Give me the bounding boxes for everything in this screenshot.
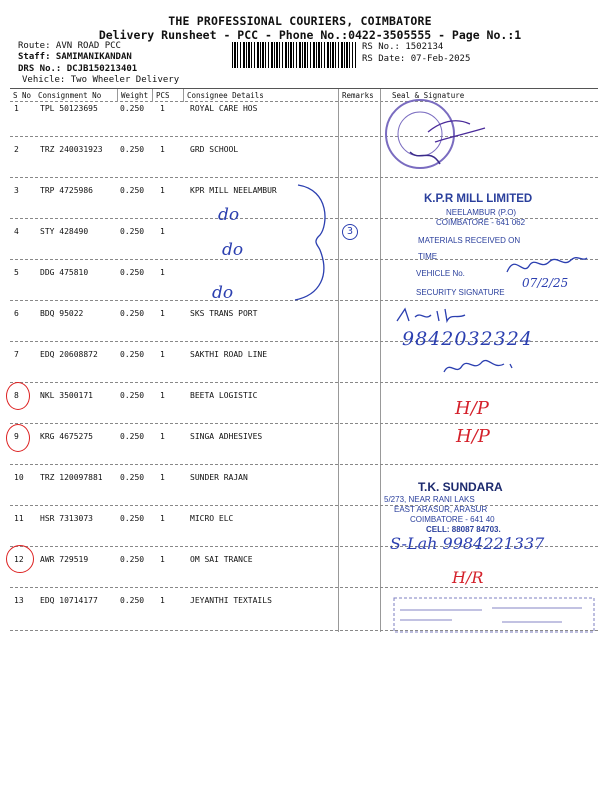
vehicle-label: Vehicle: Two Wheeler Delivery (22, 75, 180, 85)
row-5-wt: 0.250 (120, 268, 145, 277)
kpr-stamp-vehicle: VEHICLE No. (416, 269, 465, 278)
row-10-sno: 10 (14, 473, 24, 482)
col-header-pcs: PCS (156, 91, 170, 100)
row-10-pcs: 1 (160, 473, 165, 482)
handwritten-hr-row-12: H/R (452, 568, 484, 587)
kpr-stamp-security: SECURITY SIGNATURE (416, 288, 505, 297)
handwritten-phone-row-6: 9842032324 (402, 328, 533, 350)
col-divider (152, 89, 153, 102)
row-2-wt: 0.250 (120, 145, 145, 154)
header-divider (10, 101, 598, 102)
remark-circle: 3 (342, 224, 358, 240)
row-3-cn: TRP 4725986 (40, 186, 93, 195)
row-2-consignee: GRD SCHOOL (190, 145, 239, 154)
row-7-pcs: 1 (160, 350, 165, 359)
row-divider (10, 423, 598, 424)
row-12-consignee: OM SAI TRANCE (190, 555, 253, 564)
row-4-sno: 4 (14, 227, 19, 236)
round-seal-stamp (380, 92, 500, 182)
row-1-pcs: 1 (160, 104, 165, 113)
col-header-signature: Seal & Signature (392, 91, 465, 100)
row-2-sno: 2 (14, 145, 19, 154)
col-header-weight: Weight (121, 91, 149, 100)
row-4-cn: STY 428490 (40, 227, 89, 236)
handwritten-brace (290, 180, 340, 305)
col-header-sno: S No (13, 91, 32, 100)
col-divider (183, 89, 184, 102)
row-8-consignee: BEETA LOGISTIC (190, 391, 258, 400)
route-label: Route: AVN ROAD PCC (18, 41, 121, 51)
row-9-sno: 9 (14, 432, 19, 441)
row-10-wt: 0.250 (120, 473, 145, 482)
col-divider-remarks (338, 89, 339, 632)
tk-stamp-name: T.K. SUNDARA (418, 480, 503, 494)
row-divider (10, 177, 598, 178)
row-12-pcs: 1 (160, 555, 165, 564)
row-4-wt: 0.250 (120, 227, 145, 236)
row-10-cn: TRZ 120097881 (40, 473, 103, 482)
row-13-cn: EDQ 10714177 (40, 596, 98, 605)
row-3-consignee: KPR MILL NEELAMBUR (190, 186, 277, 195)
row-4-pcs: 1 (160, 227, 165, 236)
row-8-sno: 8 (14, 391, 19, 400)
kpr-handwritten-date: 07/2/25 (522, 276, 569, 290)
row-7-sno: 7 (14, 350, 19, 359)
tk-stamp-city: COIMBATORE - 641 40 (410, 515, 495, 524)
handwritten-hp-row-8: H/P (455, 398, 489, 419)
handwritten-ditto: do (212, 283, 234, 303)
row-13-pcs: 1 (160, 596, 165, 605)
rs-number: RS No.: 1502134 (362, 42, 444, 52)
kpr-stamp-time: TIME (418, 252, 438, 261)
col-header-consignee: Consignee Details (187, 91, 264, 100)
signature-row-7 (442, 352, 522, 380)
row-9-consignee: SINGA ADHESIVES (190, 432, 263, 441)
faint-stamp-row-13 (392, 594, 598, 636)
tk-stamp-addr1: 5/273, NEAR RANI LAKS (384, 495, 475, 504)
row-9-pcs: 1 (160, 432, 165, 441)
row-divider (10, 382, 598, 383)
row-3-pcs: 1 (160, 186, 165, 195)
row-3-wt: 0.250 (120, 186, 145, 195)
row-6-sno: 6 (14, 309, 19, 318)
row-8-cn: NKL 3500171 (40, 391, 93, 400)
row-13-sno: 13 (14, 596, 24, 605)
staff-label: Staff: SAMIMANIKANDAN (18, 52, 132, 62)
col-divider (117, 89, 118, 102)
kpr-stamp-place: NEELAMBUR (P.O) (446, 208, 517, 217)
table-top-border (10, 88, 598, 89)
row-6-cn: BDQ 95022 (40, 309, 84, 318)
tk-stamp-cell: CELL: 88087 84703. (426, 525, 501, 534)
row-5-sno: 5 (14, 268, 19, 277)
col-header-remarks: Remarks (342, 91, 374, 100)
tk-stamp-addr2: EAST ARASUR, ARASUR (394, 505, 488, 514)
drs-label: DRS No.: DCJB150213401 (18, 64, 138, 74)
kpr-stamp-materials: MATERIALS RECEIVED ON (418, 236, 521, 245)
row-11-cn: HSR 7313073 (40, 514, 93, 523)
col-header-consignment: Consignment No (38, 91, 102, 100)
row-10-consignee: SUNDER RAJAN (190, 473, 248, 482)
row-7-cn: EDQ 20608872 (40, 350, 98, 359)
rs-date: RS Date: 07-Feb-2025 (362, 54, 471, 64)
row-9-cn: KRG 4675275 (40, 432, 93, 441)
row-8-wt: 0.250 (120, 391, 145, 400)
row-divider (10, 587, 598, 588)
row-11-consignee: MICRO ELC (190, 514, 234, 523)
row-2-cn: TRZ 240031923 (40, 145, 103, 154)
red-circle-12 (6, 545, 34, 573)
kpr-stamp-city: COIMBATORE - 641 062 (436, 218, 526, 227)
row-6-wt: 0.250 (120, 309, 145, 318)
row-divider (10, 136, 598, 137)
signature-row-6 (395, 305, 475, 327)
handwritten-ditto: do (222, 240, 244, 260)
kpr-signature (505, 248, 590, 278)
row-1-consignee: ROYAL CARE HOS (190, 104, 258, 113)
row-8-pcs: 1 (160, 391, 165, 400)
barcode (232, 42, 356, 68)
row-7-consignee: SAKTHI ROAD LINE (190, 350, 268, 359)
row-11-wt: 0.250 (120, 514, 145, 523)
row-1-wt: 0.250 (120, 104, 145, 113)
handwritten-hp-row-9: H/P (456, 426, 490, 447)
row-13-wt: 0.250 (120, 596, 145, 605)
handwritten-ditto: do (218, 205, 240, 225)
company-title: THE PROFESSIONAL COURIERS, COIMBATORE (168, 14, 432, 28)
row-13-consignee: JEYANTHI TEXTAILS (190, 596, 272, 605)
handwritten-phone-row-11: S-Lah 9984221337 (390, 534, 545, 553)
row-5-cn: DDG 475810 (40, 268, 89, 277)
row-3-sno: 3 (14, 186, 19, 195)
kpr-stamp-name: K.P.R MILL LIMITED (424, 193, 533, 205)
red-circle-8 (6, 382, 30, 410)
red-circle-9 (6, 424, 30, 452)
row-divider (10, 464, 598, 465)
row-9-wt: 0.250 (120, 432, 145, 441)
row-divider (10, 505, 598, 506)
row-11-pcs: 1 (160, 514, 165, 523)
row-1-sno: 1 (14, 104, 19, 113)
row-6-consignee: SKS TRANS PORT (190, 309, 258, 318)
row-6-pcs: 1 (160, 309, 165, 318)
runsheet-subtitle: Delivery Runsheet - PCC - Phone No.:0422-3505555 - Page No.:1 (98, 28, 522, 42)
row-5-pcs: 1 (160, 268, 165, 277)
row-11-sno: 11 (14, 514, 24, 523)
row-12-cn: AWR 729519 (40, 555, 89, 564)
row-1-cn: TPL 50123695 (40, 104, 98, 113)
row-2-pcs: 1 (160, 145, 165, 154)
row-12-wt: 0.250 (120, 555, 145, 564)
row-7-wt: 0.250 (120, 350, 145, 359)
row-12-sno: 12 (14, 555, 24, 564)
